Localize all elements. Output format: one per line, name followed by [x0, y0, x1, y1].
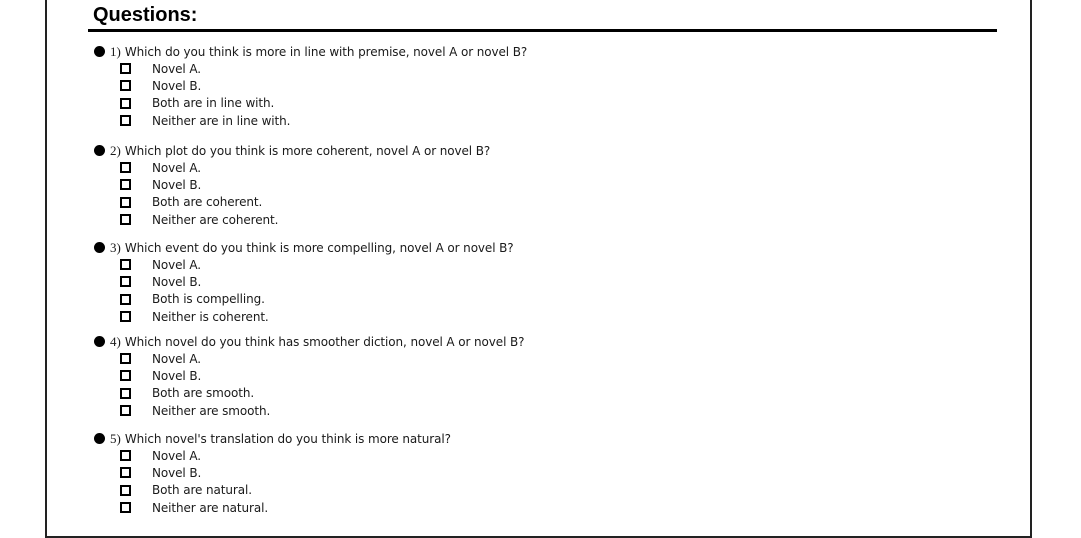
- question-5: [94, 430, 451, 516]
- option-label: Neither is coherent.: [152, 309, 269, 324]
- option-item[interactable]: [120, 350, 524, 367]
- option-label: Neither are smooth.: [152, 403, 271, 418]
- option-label: Novel A.: [152, 61, 201, 76]
- option-label: Novel B.: [152, 465, 202, 480]
- question-text: Which do you think is more in line with premise, novel A or novel B?: [124, 44, 528, 59]
- option-item[interactable]: [120, 95, 527, 112]
- option-list: [94, 256, 514, 325]
- option-item[interactable]: [120, 256, 514, 273]
- checkbox-icon[interactable]: [120, 259, 131, 270]
- checkbox-icon[interactable]: [120, 370, 131, 381]
- checkbox-icon[interactable]: [120, 294, 131, 305]
- checkbox-icon[interactable]: [120, 353, 131, 364]
- question-text: Which novel's translation do you think is more natural?: [124, 431, 451, 446]
- checkbox-icon[interactable]: [120, 162, 131, 173]
- option-label: Novel A.: [152, 448, 201, 463]
- option-item[interactable]: [120, 482, 451, 499]
- option-item[interactable]: [120, 77, 527, 94]
- question-text: Which novel do you think has smoother diction, novel A or novel B?: [124, 334, 525, 349]
- bullet-icon: [94, 433, 105, 444]
- option-item[interactable]: [120, 385, 524, 402]
- checkbox-icon[interactable]: [120, 179, 131, 190]
- question-number: 5): [110, 430, 121, 446]
- question-2: [94, 142, 490, 228]
- question-line: [94, 43, 527, 60]
- question-3: [94, 239, 514, 325]
- checkbox-icon[interactable]: [120, 502, 131, 513]
- option-label: Both are in line with.: [152, 96, 275, 111]
- question-line: [94, 239, 514, 256]
- option-label: Both are coherent.: [152, 195, 263, 210]
- question-1: [94, 43, 527, 129]
- option-label: Novel B.: [152, 78, 202, 93]
- option-label: Neither are coherent.: [152, 212, 279, 227]
- option-item[interactable]: [120, 112, 527, 129]
- option-item[interactable]: [120, 291, 514, 308]
- bullet-icon: [94, 242, 105, 253]
- option-item[interactable]: [120, 464, 451, 481]
- option-item[interactable]: [120, 194, 490, 211]
- checkbox-icon[interactable]: [120, 214, 131, 225]
- checkbox-icon[interactable]: [120, 115, 131, 126]
- question-line: [94, 142, 490, 159]
- checkbox-icon[interactable]: [120, 80, 131, 91]
- option-item[interactable]: [120, 402, 524, 419]
- option-label: Neither are natural.: [152, 500, 269, 515]
- bullet-icon: [94, 145, 105, 156]
- checkbox-icon[interactable]: [120, 485, 131, 496]
- bullet-icon: [94, 46, 105, 57]
- question-number: 4): [110, 333, 121, 349]
- question-number: 1): [110, 43, 121, 59]
- option-item[interactable]: [120, 499, 451, 516]
- checkbox-icon[interactable]: [120, 197, 131, 208]
- heading-rule: [88, 29, 997, 32]
- question-text: Which plot do you think is more coherent, novel A or novel B?: [124, 143, 491, 158]
- option-label: Novel A.: [152, 160, 201, 175]
- checkbox-icon[interactable]: [120, 450, 131, 461]
- option-label: Both is compelling.: [152, 292, 265, 307]
- option-label: Novel B.: [152, 177, 202, 192]
- checkbox-icon[interactable]: [120, 63, 131, 74]
- option-item[interactable]: [120, 367, 524, 384]
- option-item[interactable]: [120, 308, 514, 325]
- question-number: 2): [110, 142, 121, 158]
- option-list: [94, 447, 451, 516]
- checkbox-icon[interactable]: [120, 405, 131, 416]
- question-text: Which event do you think is more compelling, novel A or novel B?: [124, 240, 514, 255]
- questions-heading: Questions:: [93, 4, 198, 26]
- option-list: [94, 350, 524, 419]
- option-label: Neither are in line with.: [152, 113, 291, 128]
- option-label: Novel B.: [152, 274, 202, 289]
- option-item[interactable]: [120, 273, 514, 290]
- option-item[interactable]: [120, 447, 451, 464]
- bullet-icon: [94, 336, 105, 347]
- option-label: Novel A.: [152, 257, 201, 272]
- checkbox-icon[interactable]: [120, 98, 131, 109]
- option-label: Both are smooth.: [152, 386, 255, 401]
- option-item[interactable]: [120, 211, 490, 228]
- option-label: Novel A.: [152, 351, 201, 366]
- checkbox-icon[interactable]: [120, 276, 131, 287]
- question-line: [94, 333, 524, 350]
- question-line: [94, 430, 451, 447]
- option-item[interactable]: [120, 159, 490, 176]
- question-4: [94, 333, 524, 419]
- option-list: [94, 60, 527, 129]
- checkbox-icon[interactable]: [120, 467, 131, 478]
- option-list: [94, 159, 490, 228]
- option-label: Novel B.: [152, 368, 202, 383]
- checkbox-icon[interactable]: [120, 311, 131, 322]
- option-item[interactable]: [120, 176, 490, 193]
- question-number: 3): [110, 239, 121, 255]
- option-label: Both are natural.: [152, 483, 252, 498]
- checkbox-icon[interactable]: [120, 388, 131, 399]
- option-item[interactable]: [120, 60, 527, 77]
